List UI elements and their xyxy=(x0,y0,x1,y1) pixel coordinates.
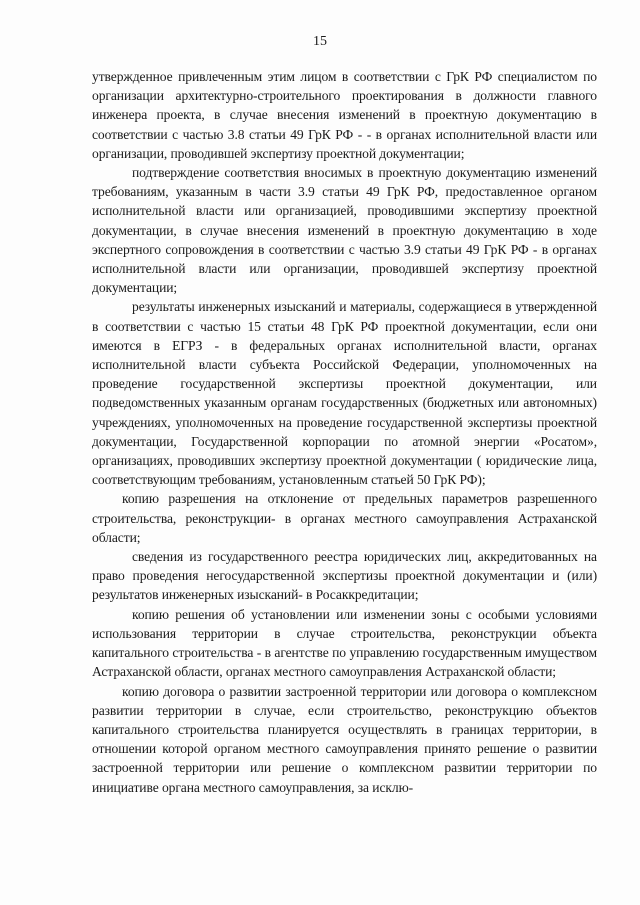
document-body xyxy=(92,67,597,797)
paragraph-territory-development-agreement: копию договора о развитии застроенной территории или договора о комплексном развитии территории в случае, если строительство, реконструкцию объектов капитального строительства планируется осуществлять в границах территории, в отношении которой органом местного самоуправления принято решение о развитии застроенной территории или решение о комплексном развитии территории по инициативе органа местного самоуправления, за исклю- xyxy=(92,683,597,795)
paragraph-registry-information: сведения из государственного реестра юридических лиц, аккредитованных на право проведения негосударственной экспертизы проектной документации и (или) результатов инженерных изысканий- в Росаккредитации; xyxy=(92,549,597,603)
paragraph-special-zone-decision: копию решения об установлении или изменении зоны с особыми условиями использования территории в случае строительства, реконструкции объекта капитального строительства - в агентстве по управлению государственным имуществом Астраханской области, органах местного самоуправления Астраханской области; xyxy=(92,606,597,680)
page-number: 15 xyxy=(313,34,327,49)
paragraph-continuation: утвержденное привлеченным этим лицом в соответствии с ГрК РФ специалистом по организации архитектурно-строительного проектирования в должности главного инженера проекта, в случае внесения изменений в проектную документацию в соответствии с частью 3.8 статьи 49 ГрК РФ - - в органах исполнительной власти или организации, проводившей экспертизу проектной документации; xyxy=(92,69,597,161)
paragraph-engineering-survey-results: результаты инженерных изысканий и материалы, содержащиеся в утвержденной в соответствии с частью 15 статьи 48 ГрК РФ проектной документации, если они имеются в ЕГРЗ - в федеральных органах исполнительной власти, органах исполнительной власти субъекта Российской Федерации, уполномоченных на проведение государственной экспертизы проектной документации, или подведомственных указанным органам государственных (бюджетных или автономных) учреждениях, уполномоченных на проведение государственной экспертизы проектной документации, Государственной корпорации по атомной энергии «Росатом», организациях, проводивших экспертизу проектной документации ( юридические лица, соответствующим требованиям, установленным статьей 50 ГрК РФ); xyxy=(92,299,597,488)
paragraph-deviation-permit-copy: копию разрешения на отклонение от предельных параметров разрешенного строительства, реконструкции- в органах местного самоуправления Астраханской области; xyxy=(92,491,597,545)
paragraph-confirmation-of-changes: подтверждение соответствия вносимых в проектную документацию изменений требованиям, указанным в части 3.9 статьи 49 ГрК РФ, предоставленное органом исполнительной власти или организацией, проводившими экспертизу проектной документации, в случае внесения изменений в проектную документацию в ходе экспертного сопровождения в соответствии с частью 3.9 статьи 49 ГрК РФ - в органах исполнительной власти или организации, проводившей экспертизу проектной документации; xyxy=(92,165,597,296)
